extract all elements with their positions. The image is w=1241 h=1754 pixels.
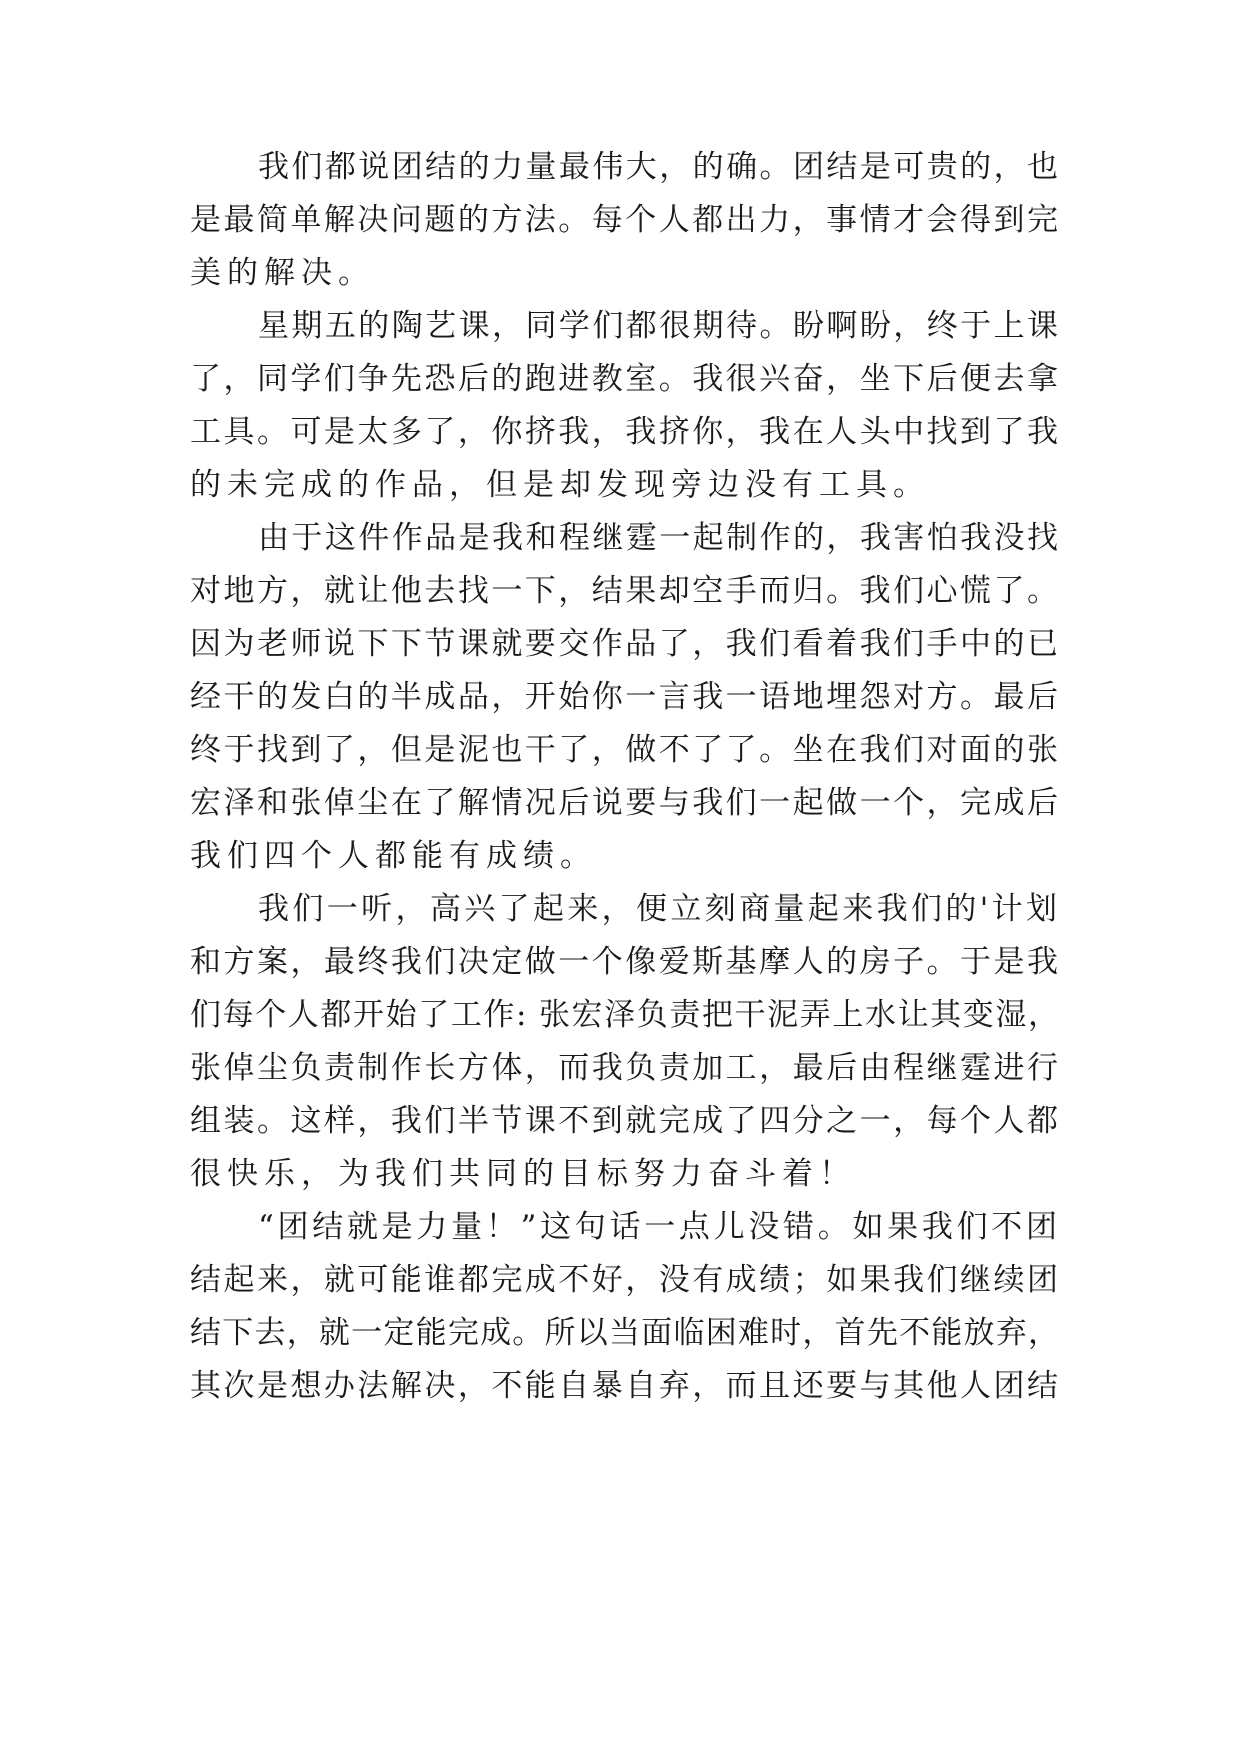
paragraph-5-line-4: 其次是想办法解决，不能自暴自弃，而且还要与其他人团结 (190, 1368, 1060, 1404)
paragraph-4-line-5: 组装。这样，我们半节课不到就完成了四分之一，每个人都 (190, 1103, 1060, 1139)
paragraph-1-line-3: 美的解决。 (190, 255, 375, 291)
paragraph-3-line-5: 终于找到了，但是泥也干了，做不了了。坐在我们对面的张 (190, 732, 1060, 768)
paragraph-2-line-2: 了，同学们争先恐后的跑进教室。我很兴奋，坐下后便去拿 (190, 361, 1060, 397)
paragraph-5-line-2: 结起来，就可能谁都完成不好，没有成绩；如果我们继续团 (190, 1262, 1060, 1298)
paragraph-4-line-3: 们每个人都开始了工作: 张宏泽负责把干泥弄上水让其变湿， (190, 997, 1060, 1033)
paragraph-5-line-3: 结下去，就一定能完成。所以当面临困难时，首先不能放弃， (190, 1315, 1060, 1351)
paragraph-4-line-6: 很快乐，为我们共同的目标努力奋斗着！ (190, 1156, 856, 1192)
paragraph-3-line-2: 对地方，就让他去找一下，结果却空手而归。我们心慌了。 (190, 573, 1060, 609)
paragraph-3-line-6: 宏泽和张倬尘在了解情况后说要与我们一起做一个，完成后 (190, 785, 1060, 821)
paragraph-3-line-4: 经干的发白的半成品，开始你一言我一语地埋怨对方。最后 (190, 679, 1060, 715)
paragraph-1-line-1: 我们都说团结的力量最伟大，的确。团结是可贵的，也 (258, 149, 1060, 185)
paragraph-2-line-1: 星期五的陶艺课，同学们都很期待。盼啊盼，终于上课 (258, 308, 1060, 344)
paragraph-2-line-4: 的未完成的作品，但是却发现旁边没有工具。 (190, 467, 930, 503)
paragraph-3-line-1: 由于这件作品是我和程继霆一起制作的，我害怕我没找 (258, 520, 1060, 556)
paragraph-3-line-7: 我们四个人都能有成绩。 (190, 838, 597, 874)
paragraph-1-line-2: 是最简单解决问题的方法。每个人都出力，事情才会得到完 (190, 202, 1060, 238)
paragraph-4-line-4: 张倬尘负责制作长方体，而我负责加工，最后由程继霆进行 (190, 1050, 1060, 1086)
paragraph-4-line-2: 和方案，最终我们决定做一个像爱斯基摩人的房子。于是我 (190, 944, 1060, 980)
paragraph-5-line-1: “团结就是力量！”这句话一点儿没错。如果我们不团 (258, 1209, 1060, 1245)
paragraph-3-line-3: 因为老师说下下节课就要交作品了，我们看着我们手中的已 (190, 626, 1060, 662)
paragraph-4-line-1: 我们一听，高兴了起来，便立刻商量起来我们的'计划 (258, 891, 1060, 927)
paragraph-2-line-3: 工具。可是太多了，你挤我，我挤你，我在人头中找到了我 (190, 414, 1060, 450)
